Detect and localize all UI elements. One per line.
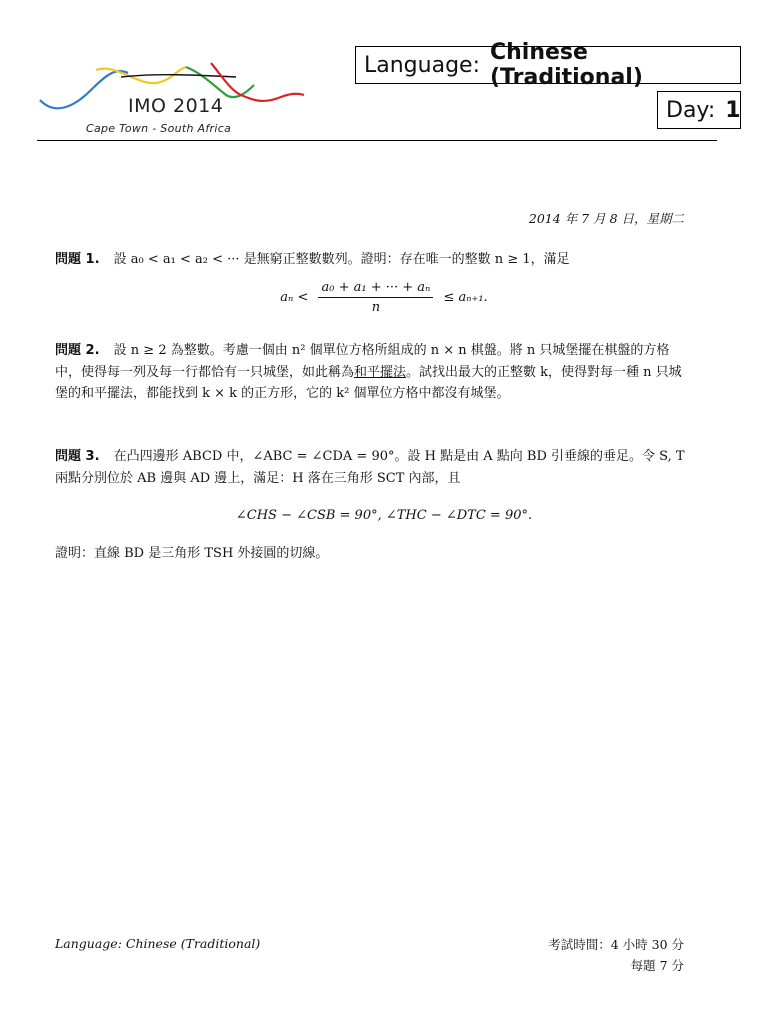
problem-1 — [55, 249, 685, 271]
logo-title: IMO 2014 — [128, 95, 224, 117]
eq1-denominator: n — [371, 300, 381, 315]
problem-3 — [55, 446, 685, 489]
language-value: Chinese (Traditional) — [489, 40, 643, 90]
language-box — [355, 40, 741, 90]
problem-3-equation: ∠CHS − ∠CSB = 90°, ∠THC − ∠DTC = 90°. — [235, 508, 533, 523]
problem-2-text-after: 。試找出最大的正整數 k，使得對每一種 n 只城堡的和平擺法，都能找到 k × k 的正方形，它的 k² 個單位方格中都沒有城堡。 — [55, 364, 682, 401]
problem-2-label: 問題 2. — [55, 343, 100, 358]
exam-date: 2014 年 7 月 8 日，星期二 — [528, 211, 684, 226]
eq1-fraction — [318, 280, 433, 315]
language-label: Language: — [364, 52, 480, 78]
problem-2-text-before: 設 n ≥ 2 為整數。考慮一個由 n² 個單位方格所組成的 n × n 棋盤。將 n 只城堡擺在棋盤的方格中，使得每一列及每一行都恰有一只城堡，如此稱為 — [55, 343, 670, 380]
imo-logo — [36, 55, 316, 140]
problem-3-conclusion: 證明：直線 BD 是三角形 TSH 外接圓的切線。 — [55, 546, 329, 561]
eq1-numerator: a₀ + a₁ + ··· + aₙ — [318, 280, 433, 298]
header-divider — [37, 140, 717, 141]
footer-time: 考試時間：4 小時 30 分 — [548, 937, 684, 952]
eq1-right: ≤ aₙ₊₁. — [443, 290, 488, 305]
day-value: 1 — [725, 97, 741, 123]
problem-3-label: 問題 3. — [55, 449, 100, 464]
footer-language: Language: Chinese (Traditional) — [55, 936, 261, 951]
day-box — [657, 91, 741, 129]
problem-1-text: 設 a₀ < a₁ < a₂ < ··· 是無窮正整數數列。證明：存在唯一的整數 n ≥ 1，滿足 — [113, 252, 570, 267]
logo-subtitle: Cape Town - South Africa — [86, 122, 232, 135]
footer-info — [548, 934, 684, 976]
problem-2-term: 和平擺法 — [354, 364, 407, 380]
problem-1-label: 問題 1. — [55, 252, 100, 267]
problem-1-equation — [0, 280, 768, 315]
eq1-left: aₙ < — [280, 290, 309, 305]
problem-3-text: 在凸四邊形 ABCD 中，∠ABC = ∠CDA = 90°。設 H 點是由 A 點向 BD 引垂線的垂足。令 S, T 兩點分別位於 AB 邊與 AD 邊上，滿足：H 落在三角形 SCT 內部，且 — [55, 449, 685, 486]
day-label: Day: — [666, 97, 716, 123]
footer-points: 每題 7 分 — [630, 958, 684, 973]
problem-2 — [55, 340, 685, 405]
